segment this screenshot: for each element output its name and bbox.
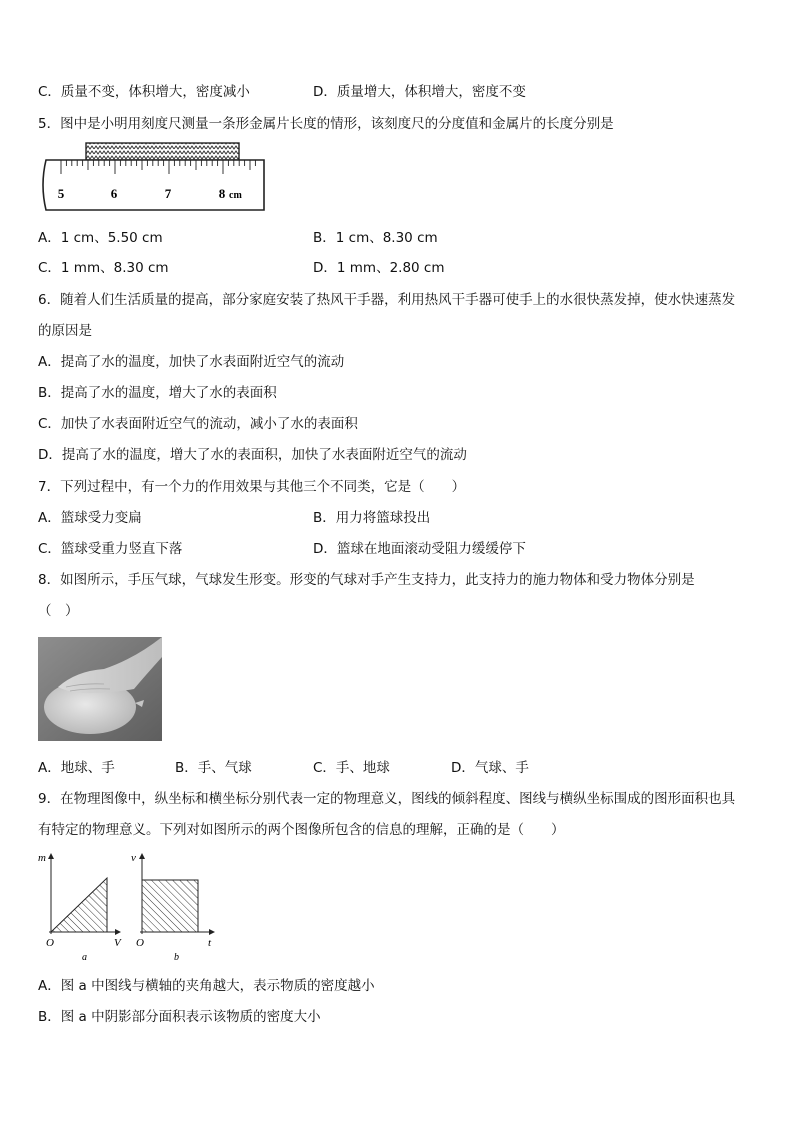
q7-option-d: D．篮球在地面滚动受阻力缓缓停下 (313, 541, 526, 557)
q5-stem: 5．图中是小明用刻度尺测量一条形金属片长度的情形，该刻度尺的分度值和金属片的长度分别是 (38, 116, 614, 132)
ruler-label-5: 5 (57, 186, 65, 201)
ruler-unit: cm (229, 190, 242, 201)
graph-b (131, 852, 214, 963)
balloon-photo (38, 637, 162, 741)
graph-b-caption: b (174, 952, 179, 963)
q6-stem-line2: 的原因是 (38, 323, 92, 339)
q5-option-a: A．1 cm、5.50 cm (38, 230, 163, 246)
q6-option-b: B．提高了水的温度，增大了水的表面积 (38, 385, 277, 401)
graph-a-shaded (51, 878, 107, 932)
q9-option-b: B．图 a 中阴影部分面积表示该物质的密度大小 (38, 1009, 321, 1025)
graph-a-x-label: V (114, 937, 121, 949)
ruler-body (43, 160, 264, 210)
q6-stem-line1: 6．随着人们生活质量的提高，部分家庭安装了热风干手器，利用热风干手器可使手上的水很快蒸发掉，使水快速蒸发 (38, 292, 736, 308)
q8-option-c: C．手、地球 (313, 760, 390, 776)
q9-stem-line2: 有特定的物理意义。下列对如图所示的两个图像所包含的信息的理解，正确的是（ ） (38, 822, 565, 838)
metal-strip (86, 143, 239, 160)
q9-stem-line1: 9．在物理图像中，纵坐标和横坐标分别代表一定的物理意义，图线的倾斜程度、图线与横纵坐标围成的图形面积也具 (38, 791, 736, 807)
q8-option-a: A．地球、手 (38, 760, 115, 776)
graph-a-origin: O (46, 937, 54, 949)
q5-option-d: D．1 mm、2.80 cm (313, 260, 445, 276)
ruler-label-8: 8 (218, 186, 226, 201)
q4-option-d: D．质量增大，体积增大，密度不变 (313, 84, 526, 100)
graphs-figure (36, 850, 222, 964)
q4-option-c: C．质量不变，体积增大，密度减小 (38, 84, 250, 100)
q5-option-c: C．1 mm、8.30 cm (38, 260, 169, 276)
graph-a-caption: a (82, 952, 87, 963)
q7-option-b: B．用力将篮球投出 (313, 510, 431, 526)
q7-stem: 7．下列过程中，有一个力的作用效果与其他三个不同类，它是（ ） (38, 479, 466, 495)
ruler-label-7: 7 (164, 186, 172, 201)
q5-option-b: B．1 cm、8.30 cm (313, 230, 438, 246)
q8-option-d: D．气球、手 (451, 760, 529, 776)
graph-b-x-label: t (208, 937, 212, 949)
graph-a (38, 852, 122, 963)
q9-option-a: A．图 a 中图线与横轴的夹角越大，表示物质的密度越小 (38, 978, 375, 994)
graph-b-origin: O (136, 937, 144, 949)
q6-option-a: A．提高了水的温度，加快了水表面附近空气的流动 (38, 354, 345, 370)
ruler-figure (38, 140, 268, 212)
graph-a-y-label: m (38, 852, 46, 864)
q6-option-c: C．加快了水表面附近空气的流动，减小了水的表面积 (38, 416, 358, 432)
q8-option-b: B．手、气球 (175, 760, 252, 776)
graph-b-y-label: v (131, 852, 136, 864)
graph-b-shaded (142, 880, 198, 932)
q6-option-d: D．提高了水的温度，增大了水的表面积，加快了水表面附近空气的流动 (38, 447, 467, 463)
q8-stem-line1: 8．如图所示，手压气球，气球发生形变。形变的气球对手产生支持力，此支持力的施力物体和受力物体分别是 (38, 572, 695, 588)
q7-option-c: C．篮球受重力竖直下落 (38, 541, 183, 557)
q8-stem-line2: （ ） (38, 603, 79, 619)
ruler-label-6: 6 (110, 186, 118, 201)
q7-option-a: A．篮球受力变扁 (38, 510, 142, 526)
